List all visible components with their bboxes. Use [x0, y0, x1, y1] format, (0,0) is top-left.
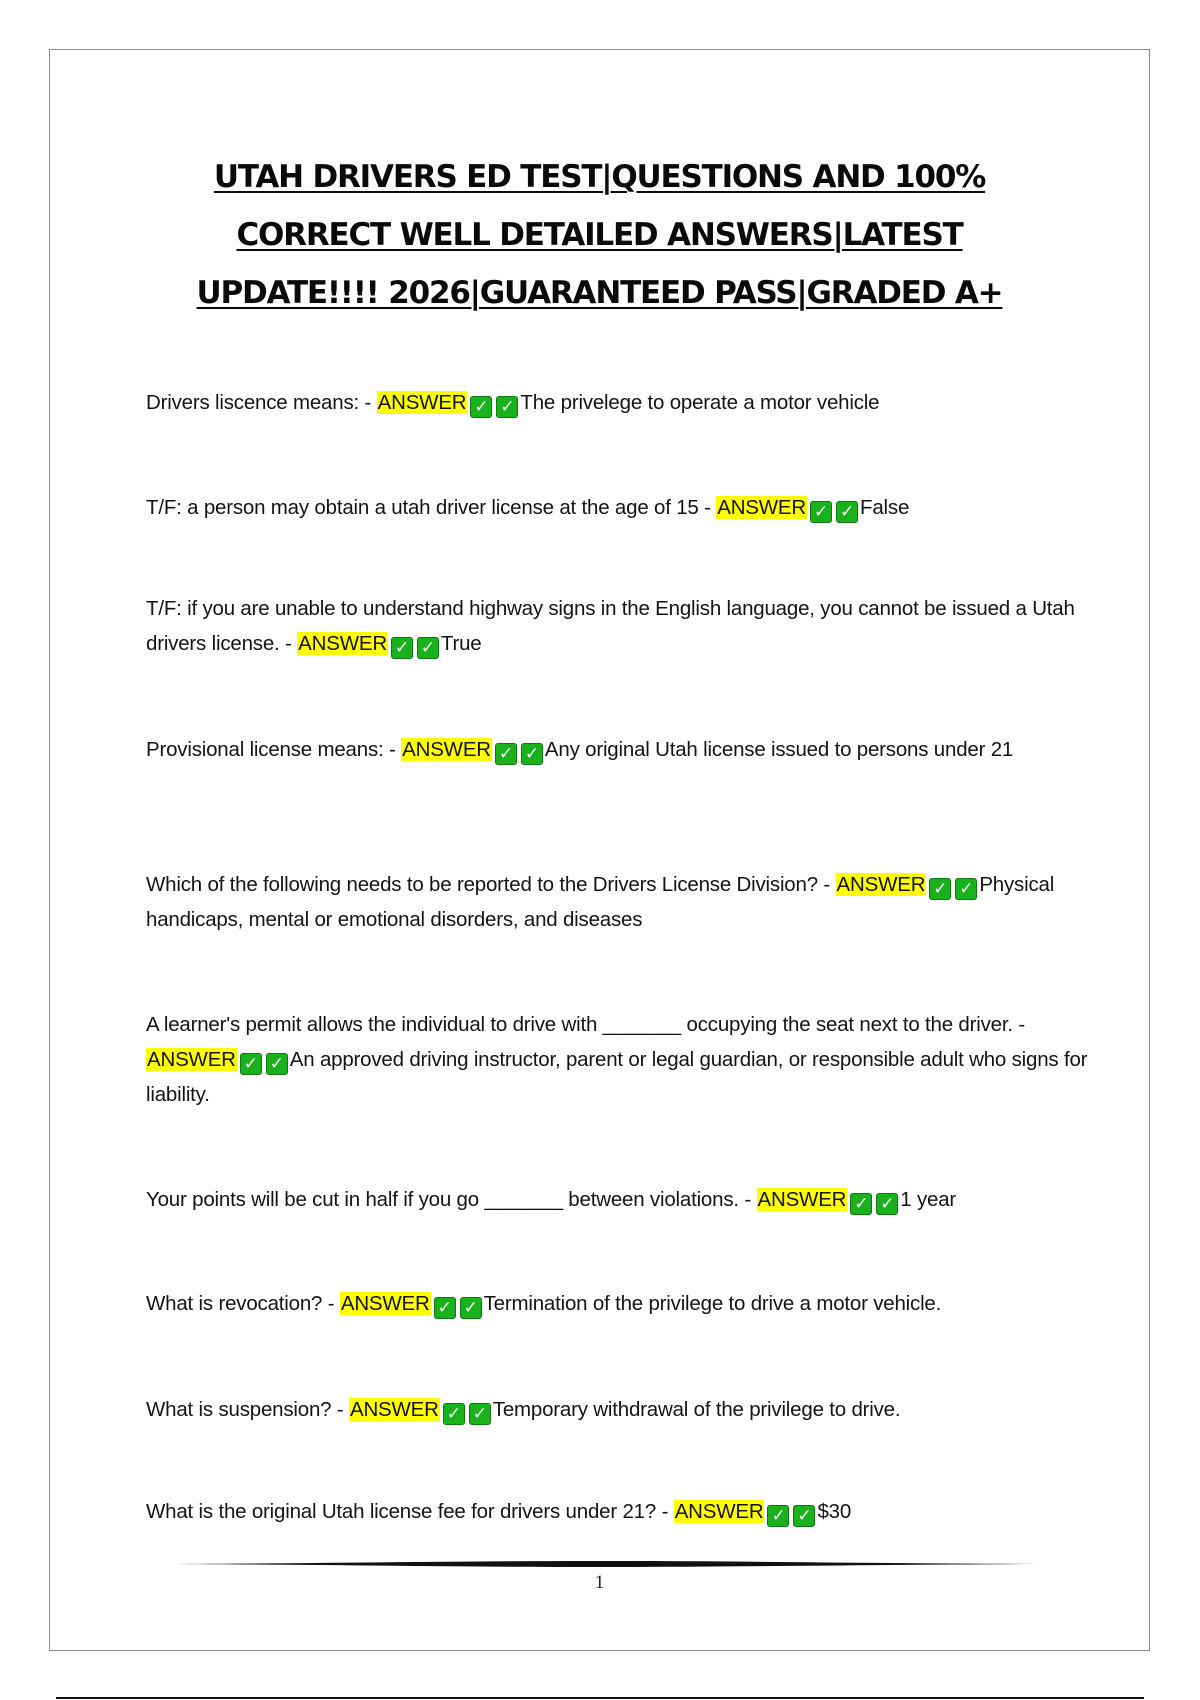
question-text: Provisional license means: - [146, 738, 402, 761]
answer-label: ANSWER [349, 1398, 439, 1421]
answer-label: ANSWER [147, 1048, 236, 1071]
question-text: A learner's permit allows the individual to drive with _______ occupying the seat next to the driver. - [146, 1013, 1025, 1036]
check-icon: ✓ [793, 1505, 815, 1527]
question-text: What is the original Utah license fee for drivers under 21? - [146, 1500, 674, 1523]
answer-label: ANSWER [377, 391, 467, 414]
question-text: What is suspension? - [146, 1398, 349, 1421]
check-icon: ✓ [496, 396, 518, 418]
check-icon: ✓ [876, 1193, 898, 1215]
qa-item-9 [146, 1392, 1106, 1427]
check-icon: ✓ [470, 396, 492, 418]
answer-text: $30 [817, 1500, 852, 1523]
qa-item-8 [146, 1286, 1106, 1321]
title-line-3: UPDATE!!!! 2026|GUARANTEED PASS|GRADED A+ [196, 275, 1003, 311]
qa-item-10 [146, 1494, 1106, 1529]
qa-item-2 [146, 490, 1106, 525]
check-icon: ✓ [955, 878, 977, 900]
answer-label: ANSWER [340, 1292, 430, 1315]
answer-text: Physical handicaps, mental or emotional disorders, and diseases [146, 873, 1055, 931]
question-text: T/F: a person may obtain a utah driver license at the age of 15 - [146, 496, 717, 519]
answer-label: ANSWER [402, 738, 491, 761]
answer-text: Temporary withdrawal of the privilege to drive. [492, 1398, 901, 1421]
title-line-1: UTAH DRIVERS ED TEST|QUESTIONS AND 100% [213, 159, 986, 195]
question-text: Your points will be cut in half if you go _______ between violations. - [146, 1188, 757, 1211]
answer-label: ANSWER [836, 873, 926, 896]
answer-text: Any original Utah license issued to persons under 21 [544, 738, 1014, 761]
check-icon: ✓ [443, 1403, 465, 1425]
question-text: T/F: if you are unable to understand highway signs in the English language, you cannot be issued a Utah drivers license. - [146, 597, 1075, 655]
qa-item-3 [146, 591, 1106, 661]
answer-text: 1 year [900, 1188, 957, 1211]
check-icon: ✓ [767, 1505, 789, 1527]
check-icon: ✓ [469, 1403, 491, 1425]
check-icon: ✓ [417, 637, 439, 659]
title-line-2: CORRECT WELL DETAILED ANSWERS|LATEST [236, 217, 963, 253]
answer-text: Termination of the privilege to drive a motor vehicle. [483, 1292, 942, 1315]
document-title [50, 148, 1149, 322]
next-page-edge [56, 1697, 1144, 1699]
check-icon: ✓ [434, 1297, 456, 1319]
check-icon: ✓ [810, 501, 832, 523]
answer-label: ANSWER [674, 1500, 764, 1523]
check-icon: ✓ [240, 1053, 262, 1075]
answer-label: ANSWER [298, 632, 387, 655]
question-text: What is revocation? - [146, 1292, 340, 1315]
qa-item-7 [146, 1182, 1106, 1217]
check-icon: ✓ [495, 743, 517, 765]
document-page [49, 49, 1150, 1651]
check-icon: ✓ [850, 1193, 872, 1215]
check-icon: ✓ [836, 501, 858, 523]
check-icon: ✓ [266, 1053, 288, 1075]
check-icon: ✓ [391, 637, 413, 659]
check-icon: ✓ [929, 878, 951, 900]
answer-text: False [860, 496, 910, 519]
qa-item-6 [146, 1007, 1106, 1112]
check-icon: ✓ [460, 1297, 482, 1319]
question-text: Drivers liscence means: - [146, 391, 377, 414]
question-text: Which of the following needs to be reported to the Drivers License Division? - [146, 873, 836, 896]
qa-item-4 [146, 732, 1106, 767]
answer-label: ANSWER [717, 496, 807, 519]
answer-label: ANSWER [757, 1188, 847, 1211]
answer-text: True [440, 632, 482, 655]
footer-rule [166, 1561, 1036, 1567]
page-number: 1 [594, 1572, 605, 1593]
qa-item-5 [146, 867, 1106, 937]
answer-text: An approved driving instructor, parent or legal guardian, or responsible adult who signs for liability. [146, 1048, 1088, 1106]
qa-item-1 [146, 385, 1106, 420]
answer-text: The privelege to operate a motor vehicle [520, 391, 880, 414]
check-icon: ✓ [521, 743, 543, 765]
